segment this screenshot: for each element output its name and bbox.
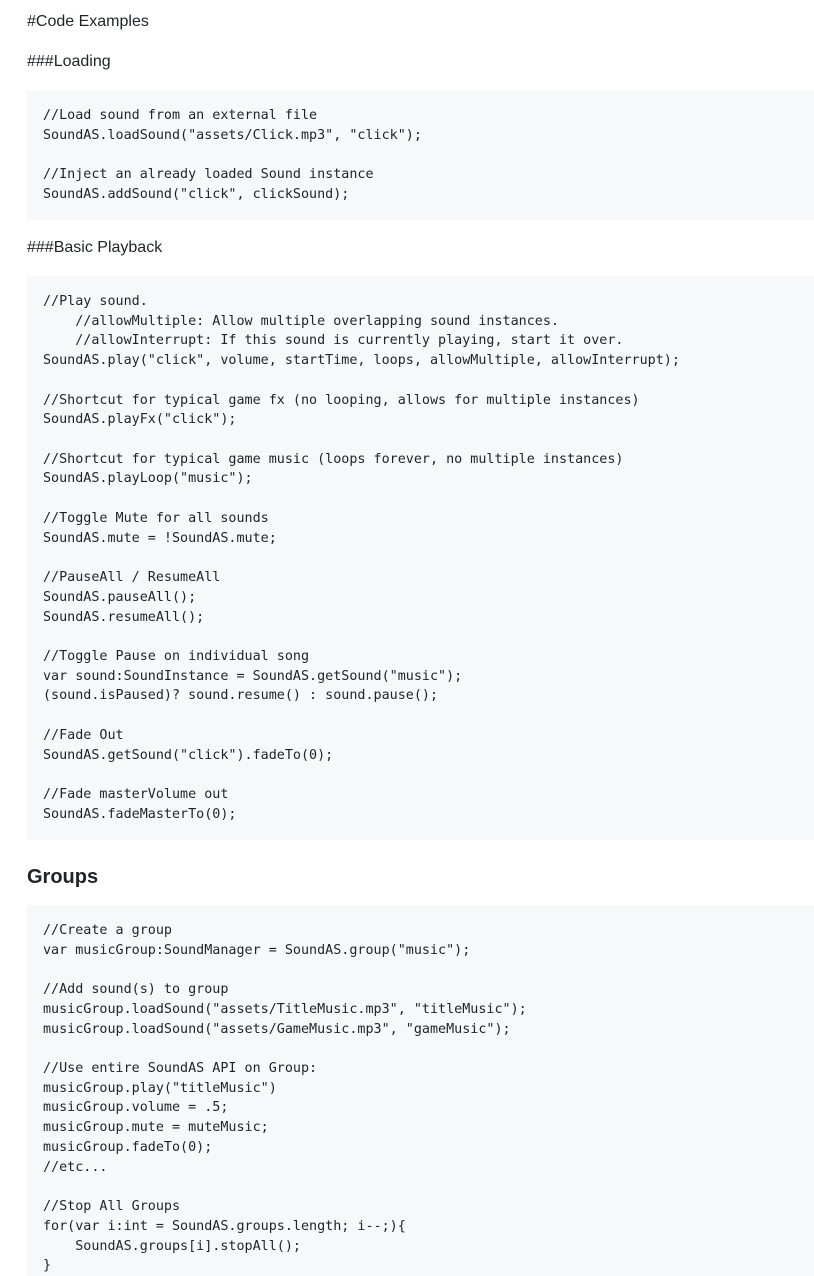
loading-code: //Load sound from an external file SoundAS.loadSound("assets/Click.mp3", "click"); //Inject an already loaded Sound instance SoundAS.addSound("click", clickSound); bbox=[43, 108, 422, 202]
basic-playback-paragraph: ###Basic Playback bbox=[27, 239, 163, 256]
basic-playback-code-block bbox=[27, 276, 814, 840]
code-examples-paragraph: #Code Examples bbox=[27, 13, 149, 30]
groups-code-block bbox=[27, 905, 814, 1276]
loading-paragraph: ###Loading bbox=[27, 53, 111, 70]
groups-code: //Create a group var musicGroup:SoundManager = SoundAS.group("music"); //Add sound(s) to group musicGroup.loadSound("assets/TitleMusic.mp3", "titleMusic"); musicGroup.loadSound("assets/GameMusic.mp3", "gameMusic"); //Use entire SoundAS API on Group: musicGroup.play("titleMusic") musicGroup.volume = .5; musicGroup.mute = muteMusic; musicGroup.fadeTo(0); //etc... //Stop All Groups for(var i:int = SoundAS.groups.length; i--;){ SoundAS.groups[i].stopAll(); } bbox=[43, 923, 527, 1274]
loading-code-block bbox=[27, 90, 814, 220]
basic-playback-code: //Play sound. //allowMultiple: Allow multiple overlapping sound instances. //allowInterrupt: If this sound is currently playing, start it over. SoundAS.play("click", volume, startTime, loops, allowMultiple, allowInterrupt); //Shortcut for typical game fx (no looping, allows for multiple instances) SoundAS.playFx("click"); //Shortcut for typical game music (loops forever, no multiple instances) SoundAS.playLoop("music"); //Toggle Mute for all sounds SoundAS.mute = !SoundAS.mute; //PauseAll / ResumeAll SoundAS.pauseAll(); SoundAS.resumeAll(); //Toggle Pause on individual song var sound:SoundInstance = SoundAS.getSound("music"); (sound.isPaused)? sound.resume() : sound.pause(); //Fade Out SoundAS.getSound("click").fadeTo(0); //Fade masterVolume out SoundAS.fadeMasterTo(0); bbox=[43, 294, 680, 822]
groups-heading: Groups bbox=[27, 866, 99, 888]
